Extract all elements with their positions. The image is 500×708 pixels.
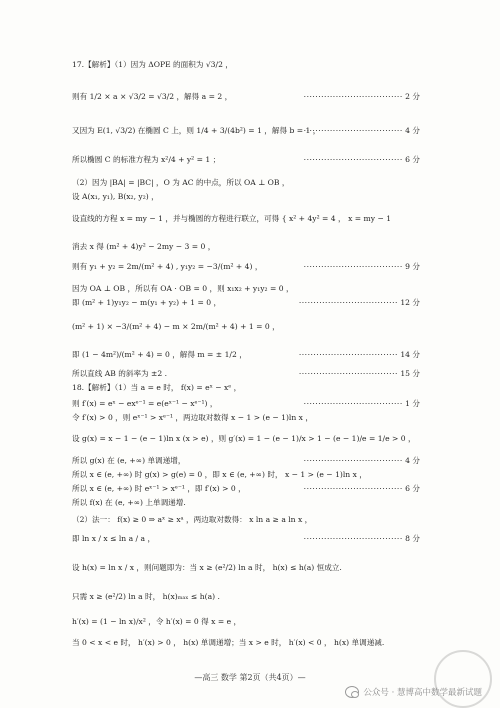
score-value: 1 分 [402,399,420,408]
solution-line-text: 则 f′(x) = eˣ − exᵉ⁻¹ = e(eˣ⁻¹ − xᵉ⁻¹) ， [72,399,218,408]
solution-line-text: 即 ln x / x ≤ ln a / a ， [72,534,156,543]
solution-line-text: 设 g(x) = x − 1 − (e − 1)ln x (x > e) ，则 g′(x) = 1 − (e − 1)/x > 1 − (e − 1)/e = 1/e > 0 ， [72,434,416,443]
score-leader-dots: ·································· [298,298,398,307]
score-marker [304,534,420,544]
solution-line [72,413,420,423]
solution-line-text: 所以直线 AB 的斜率为 ±2 . [72,369,168,378]
score-leader-dots: ·································· [303,534,403,543]
solution-line-text: 即 (1 − 4m²)/(m² + 4) = 0 ，解得 m = ± 1/2 ， [72,350,247,359]
solution-line [72,192,420,202]
solution-line-text: 所以 x ∈ (e, +∞) 时 eˣ⁻¹ > xᵉ⁻¹ ，即 f′(x) > 0 ， [72,484,246,493]
solution-line-text: （2）因为 |BA| = |BC| ，O 为 AC 的中点，所以 OA ⊥ OB ， [72,178,290,187]
score-value: 12 分 [397,298,420,307]
solution-line [72,322,420,332]
solution-line-text: 17.【解析】（1）因为 ΔOPE 的面积为 √3/2 ， [72,60,233,69]
solution-line-text: 令 f′(x) > 0 ，则 eˣ⁻¹ > xᵉ⁻¹ ，两边取对数得 x − 1 > (e − 1)ln x ， [72,413,313,422]
score-marker [304,399,420,409]
solution-line [72,515,420,525]
solution-line-text: 设直线的方程 x = my − 1 ，并与椭圆的方程进行联立，可得 { x² + 4y² = 4 ， x = my − 1 [72,214,392,223]
score-marker [299,369,420,379]
score-marker [304,155,420,165]
solution-line [72,178,420,188]
solution-line-text: 则有 y₁ + y₂ = 2m/(m² + 4) , y₁y₂ = −3/(m² + 4) ， [72,262,263,271]
solution-line-text: 只需 x ≥ (e²/2) ln a 时， h(x)ₘₐₓ ≤ h(a) . [72,592,220,601]
score-leader-dots: ·································· [298,369,398,378]
score-value: 8 分 [402,534,420,543]
solution-line-text: 消去 x 得 (m² + 4)y² − 2my − 3 = 0 ， [72,242,216,251]
score-value: 2 分 [402,92,420,101]
score-leader-dots: ·································· [303,92,403,101]
score-marker [304,126,420,136]
score-value: 4 分 [402,456,420,465]
solution-line [72,242,420,252]
score-leader-dots: ·································· [303,484,403,493]
score-value: 15 分 [397,369,420,378]
score-value: 9 分 [402,262,420,271]
score-leader-dots: ·································· [303,262,403,271]
watermark-stamp [434,650,492,708]
solution-line [72,563,420,573]
solution-line-text: 又因为 E(1, √3/2) 在椭圆 C 上，则 1/4 + 3/(4b²) = 1 ，解得 b = 1 ， [72,126,321,135]
page-footer: —高三 数学 第2页（共4页）— [194,673,306,682]
solution-line-text: 即 (m² + 1)y₁y₂ − m(y₁ + y₂) + 1 = 0 ， [72,298,222,307]
solution-line-text: 18.【解析】（1）当 a = e 时， f(x) = eˣ − xᵉ ， [72,383,242,392]
solution-line [72,470,420,480]
score-leader-dots: ·································· [298,350,398,359]
score-value: 14 分 [397,350,420,359]
solution-line [72,383,420,393]
solution-line-text: （2）法一： f(x) ≥ 0 ⇒ aˣ ≥ xᵃ ，两边取对数得： x ln a ≥ a ln x ， [72,515,313,524]
score-marker [304,484,420,494]
solution-line-text: 所以椭圆 C 的标准方程为 x²/4 + y² = 1 ； [72,155,221,164]
solution-line-text: 因为 OA ⊥ OB ，所以有 OA · OB = 0 ，则 x₁x₂ + y₁y₂ = 0 ， [72,284,294,293]
solution-line [72,434,420,444]
solution-line [72,617,420,627]
solution-line-text: 所以 x ∈ (e, +∞) 时 g(x) > g(e) = 0 ，即 x ∈ (e, +∞) 时， x − 1 > (e − 1)ln x ， [72,470,367,479]
solution-line-text: 设 h(x) = ln x / x ，则问题即为：当 x ≥ (e²/2) ln a 时， h(x) ≤ h(a) 恒成立. [72,563,342,572]
score-leader-dots: ·································· [303,456,403,465]
solution-line-text: (m² + 1) × −3/(m² + 4) − m × 2m/(m² + 4) + 1 = 0 ， [72,322,280,331]
score-value: 6 分 [402,484,420,493]
solution-line [72,60,420,70]
solution-line-text: h′(x) = (1 − ln x)/x² ，令 h′(x) = 0 得 x = e ， [72,617,242,626]
watermark [345,686,482,698]
solution-line [72,592,420,602]
score-value: 6 分 [402,155,420,164]
score-marker [304,262,420,272]
solution-line [72,498,420,508]
score-marker [304,456,420,466]
score-leader-dots: ·································· [303,126,403,135]
score-leader-dots: ·································· [303,399,403,408]
score-marker [299,298,420,308]
solution-line [72,214,420,224]
watermark-text: 公众号 · 慧博高中数学最新试题 [363,688,482,698]
score-marker [299,350,420,360]
solution-line [72,284,420,294]
solution-line [72,638,420,648]
solution-line-text: 设 A(x₁, y₁), B(x₂, y₂) ， [72,192,159,201]
solution-line-text: 则有 1/2 × a × √3/2 = √3/2 ，解得 a = 2 ， [72,92,233,101]
solution-line-text: 所以 g(x) 在 (e, +∞) 单调递增， [72,456,186,465]
score-marker [304,92,420,102]
wechat-icon [345,686,359,698]
score-value: 4 分 [402,126,420,135]
solution-line-text: 当 0 < x < e 时， h′(x) > 0 ， h(x) 单调递增；当 x > e 时， h′(x) < 0 ， h(x) 单调递减. [72,638,385,647]
solution-line-text: 所以 f(x) 在 (e, +∞) 上单调递增. [72,498,186,507]
score-leader-dots: ·································· [303,155,403,164]
